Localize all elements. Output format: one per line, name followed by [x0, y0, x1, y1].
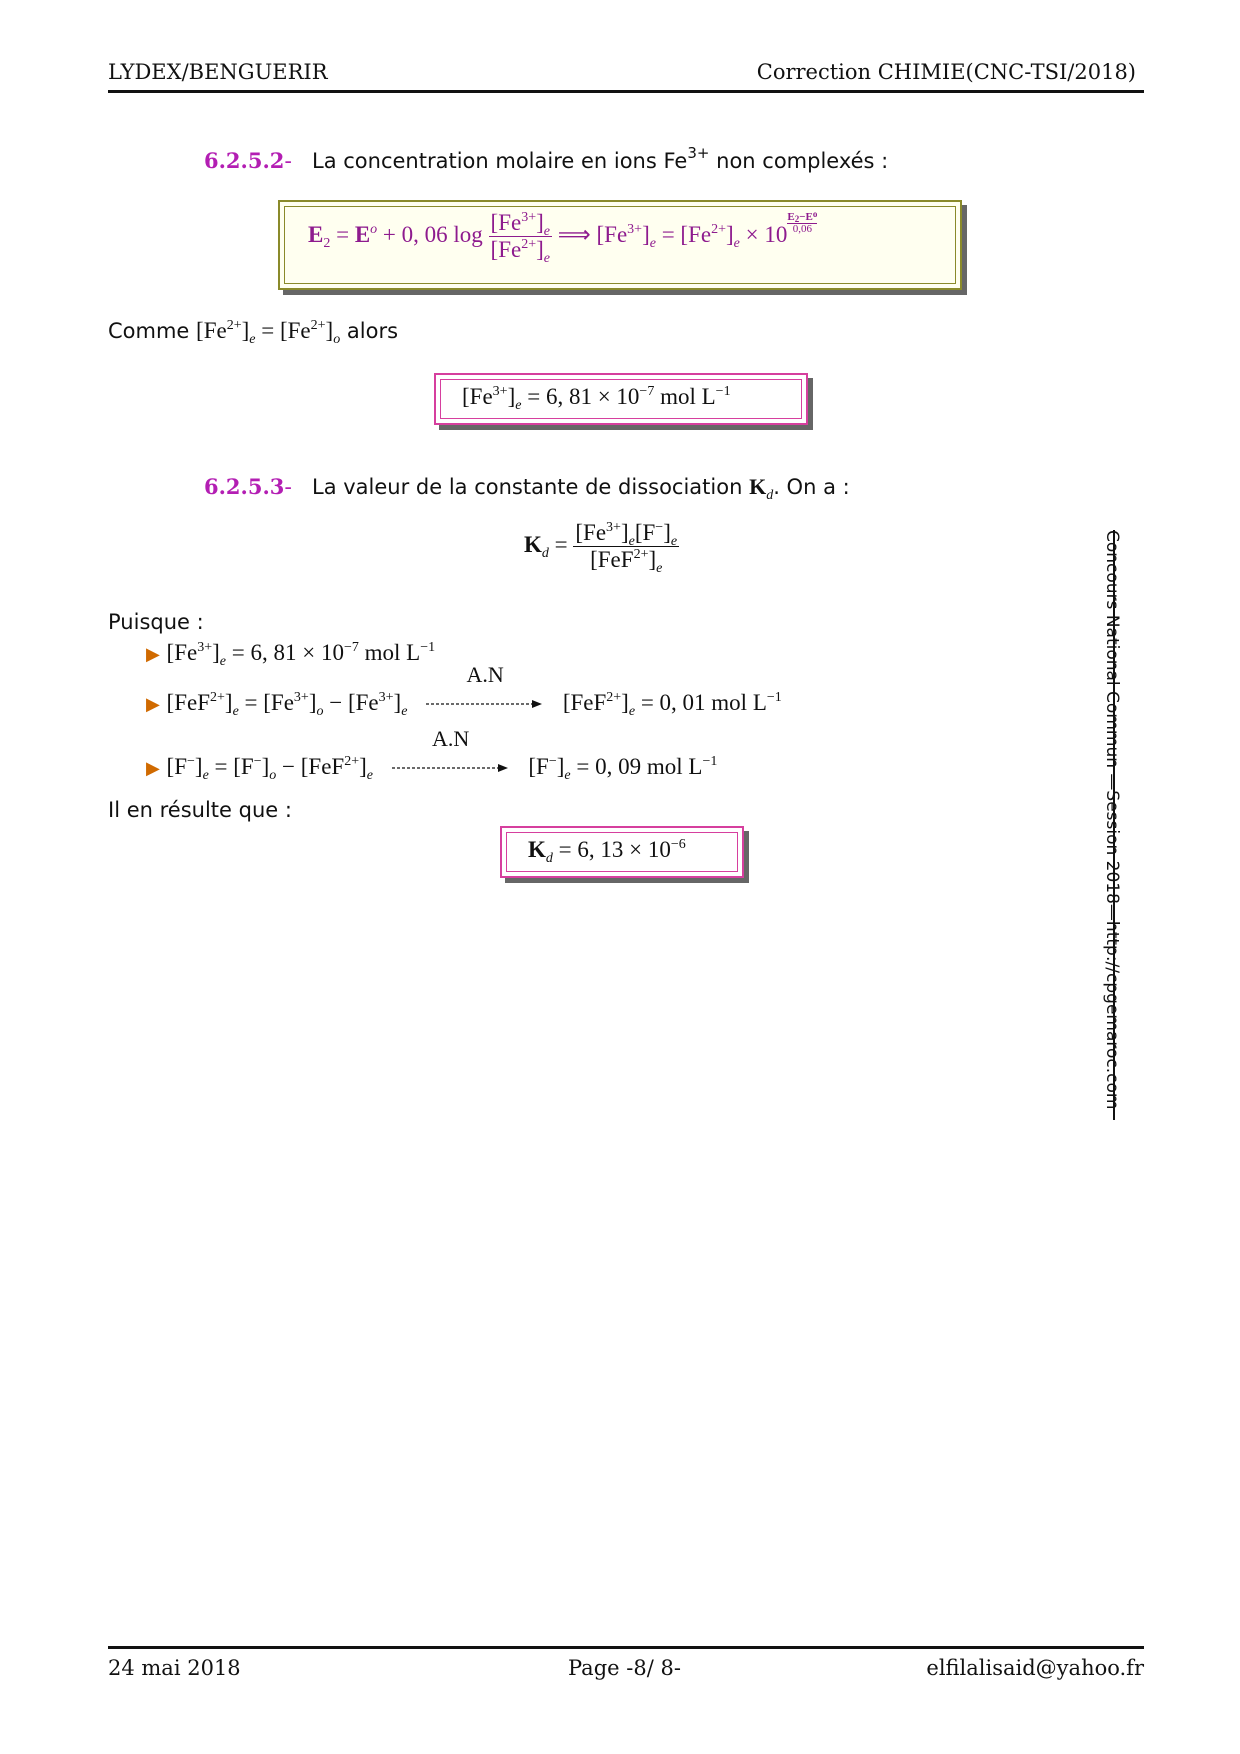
sidebar-text: Concours National Commun —Session 2018—http://cpgemaroc.com [1102, 530, 1122, 1110]
section-dash-2: - [284, 475, 292, 499]
section-number-2: 6.2.5.3 [204, 474, 285, 499]
result-box-fe3 [434, 373, 808, 425]
result-fe3-unit-exp: −1 [715, 384, 731, 399]
result-fe3-unit: mol L [654, 384, 716, 409]
comme-text: Comme [108, 319, 197, 343]
section-title-2-end: . On a : [773, 475, 850, 499]
b2-unit: mol L [705, 690, 767, 715]
kd-fraction: $\frac{[Fe^{3+}]_e[F^-]_e}{[FeF^{2+}]_e}$ [575, 520, 678, 576]
b3-unit-exp: −1 [702, 754, 718, 769]
nernst-formula: $E_2 = E^o + 0$, 06 log $\frac{[Fe^{3+}]_e}{[Fe^{2+}]_e}$ ⟹ $[Fe^{3+}]_e = [Fe^{2+}]_e \times 10$ $\frac{E_2-E^o}{0,06}$ [308, 209, 818, 266]
section-title-1-sup: 3+ [687, 144, 710, 162]
b2-result: = 0, 01 [640, 690, 706, 715]
il-en-resulte-text: Il en résulte que : [108, 798, 292, 822]
section-number-1: 6.2.5.2 [204, 148, 285, 173]
footer-rule [108, 1646, 1144, 1649]
an-arrow-2 [392, 726, 510, 780]
an-arrow-2-label: A.N [432, 726, 470, 751]
result-fe3-exp: −7 [639, 384, 655, 399]
an-arrow-1 [426, 662, 544, 716]
result-box-kd [500, 826, 744, 878]
b3-unit: mol L [641, 754, 703, 779]
b1-value: = 6, 81 × 10 [231, 640, 344, 665]
footer-date: 24 mai 2018 [108, 1656, 241, 1680]
footer-email: elfilalisaid@yahoo.fr [926, 1656, 1144, 1680]
kd-definition: $K_d$ = $\frac{[Fe^{3+}]_e[F^-]_e}{[FeF^{2+}]_e}$ [524, 520, 678, 576]
section-title-1-end: non complexés : [709, 149, 889, 173]
bullet-item-2: ▶ $[FeF^{2+}]_e = [Fe^{3+}]_o - [Fe^{3+}]_e$ A.N $[FeF^{2+}]_e = 0$, 01 mol $L^{-1}$ [146, 662, 782, 719]
header-right: Correction CHIMIE(CNC-TSI/2018) [756, 60, 1136, 84]
an-arrow-1-label: A.N [466, 662, 504, 687]
alors-text: alors [340, 319, 399, 343]
b1-exp: −7 [343, 640, 359, 655]
bullet-item-1: ▶ $[Fe^{3+}]_e = 6$, $81 \times 10^{-7}$ mol $L^{-1}$ [146, 640, 436, 669]
b3-result: = 0, 09 [576, 754, 642, 779]
result-kd: $K_d = 6$, $13 \times 10^{-6}$ [528, 837, 686, 866]
comme-line: Comme $[Fe^{2+}]_e = [Fe^{2+}]_o$ alors [108, 318, 399, 347]
formula-box-nernst [278, 200, 962, 290]
bullet-item-3: ▶ $[F^-]_e = [F^-]_o - [FeF^{2+}]_e$ A.N $[F^-]_e = 0$, 09 mol $L^{-1}$ [146, 726, 718, 783]
section-title-2: La valeur de la constante de dissociation [312, 475, 750, 499]
section-title-1: La concentration molaire en ions Fe [312, 149, 688, 173]
result-kd-value: = 6, 13 × 10 [558, 837, 671, 862]
section-dash-1: - [284, 149, 292, 173]
nernst-fraction: $\frac{[Fe^{3+}]_e}{[Fe^{2+}]_e}$ [490, 210, 551, 266]
b1-unit: mol L [358, 640, 421, 665]
header-left: LYDEX/BENGUERIR [108, 60, 328, 84]
header-rule [108, 90, 1144, 93]
result-fe3-value: = 6, 81 × 10 [527, 384, 640, 409]
b1-unit-exp: −1 [420, 640, 436, 655]
result-fe3: $[Fe^{3+}]_e = 6$, $81 \times 10^{-7}$ mol $L^{-1}$ [462, 384, 731, 413]
triangle-bullet-icon: ▶ [146, 694, 160, 715]
section-heading-1 [204, 144, 889, 173]
puisque-text: Puisque : [108, 610, 204, 634]
result-kd-exp: −6 [670, 837, 686, 852]
footer-page: Page -8/ 8- [568, 1656, 681, 1680]
triangle-bullet-icon: ▶ [146, 758, 160, 779]
b2-unit-exp: −1 [766, 690, 782, 705]
section-heading-2: 6.2.5.3- La valeur de la constante de dissociation $K_d$. On a : [204, 474, 850, 503]
triangle-bullet-icon: ▶ [146, 644, 160, 665]
page-header [108, 60, 1144, 92]
